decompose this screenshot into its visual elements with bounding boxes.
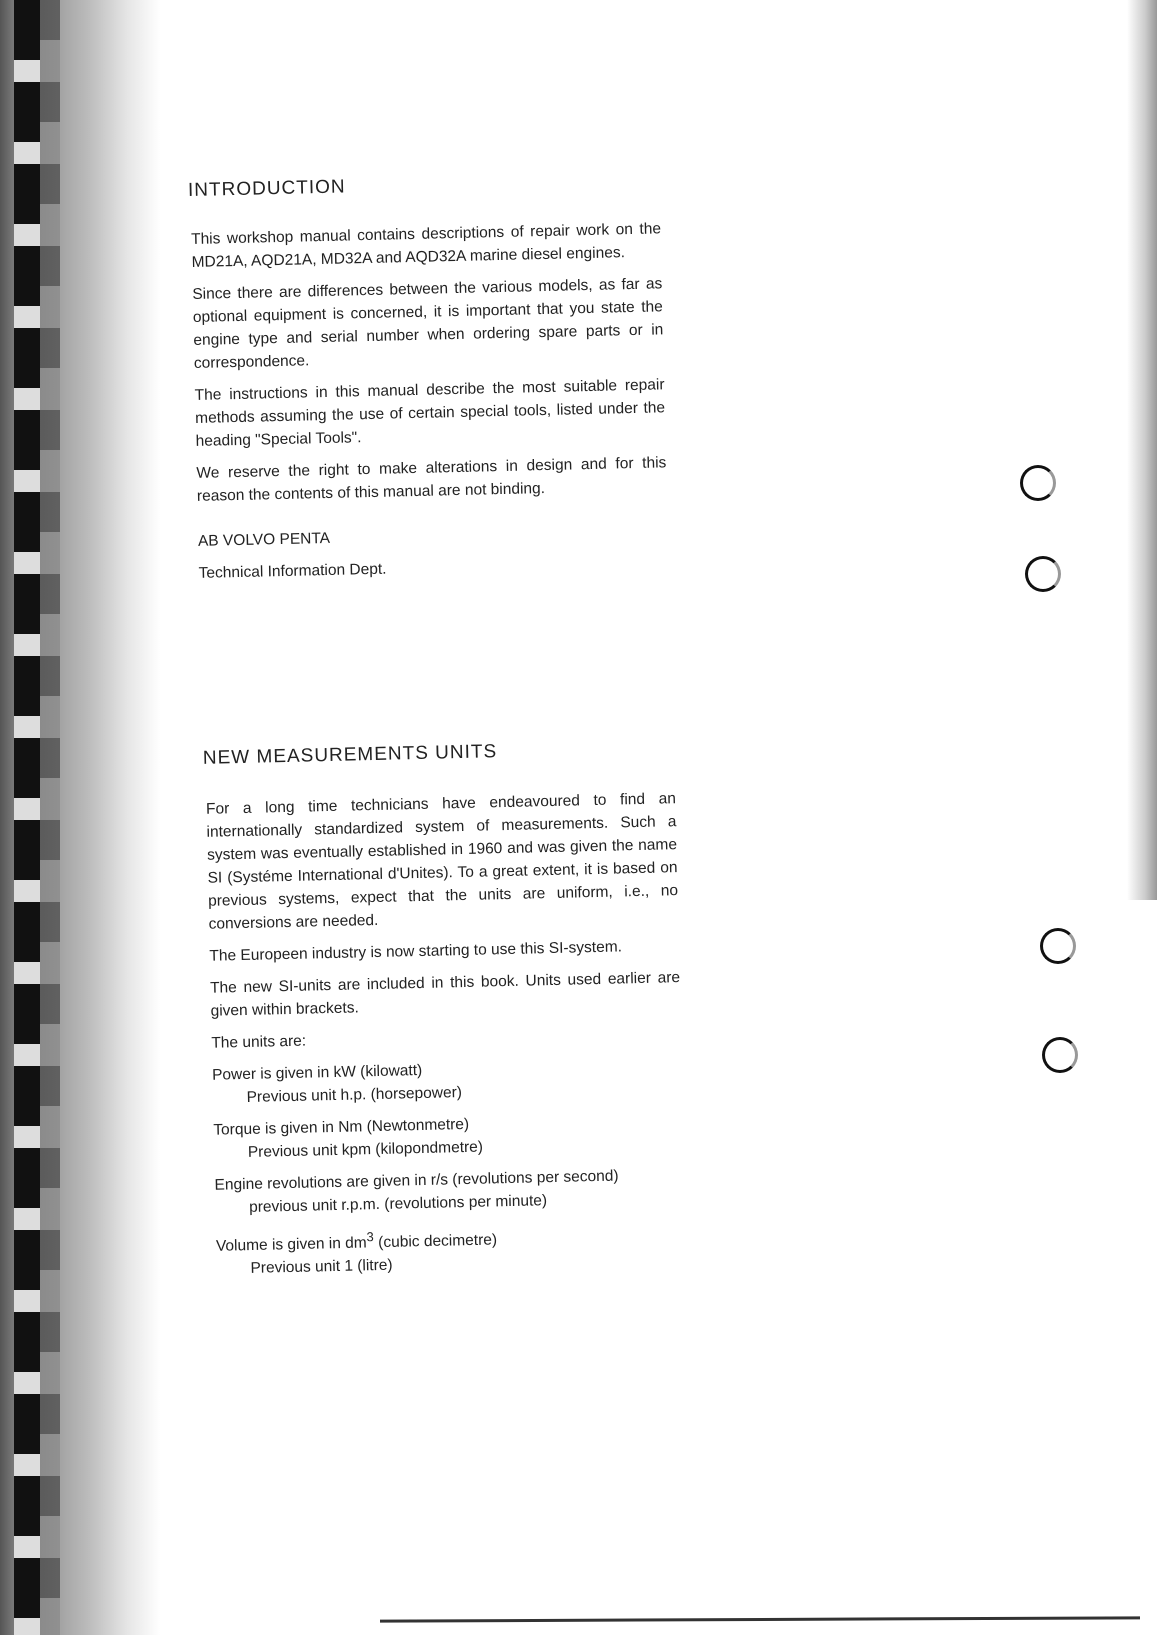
unit-text: Volume is given in dm <box>215 1234 367 1255</box>
paragraph: The new SI-units are included in this book. Units used earlier are given within brackets. <box>209 969 681 1020</box>
introduction-heading: INTRODUCTION <box>187 176 346 202</box>
units-body <box>206 787 687 1290</box>
unit-item: Engine revolutions are given in r/s (revolutions per second) <box>214 1167 619 1194</box>
unit-item: Torque is given in Nm (Newtonmetre) <box>213 1115 470 1139</box>
introduction-body <box>191 217 669 594</box>
unit-item: Power is given in kW (kilowatt) <box>211 1061 423 1084</box>
company-name: AB VOLVO PENTA <box>197 529 331 550</box>
paragraph: This workshop manual contains descriptions of repair work on the MD21A, AQD21A, MD32A and AQD32A marine diesel engines. <box>190 220 662 271</box>
paragraph: The units are: <box>211 1032 307 1052</box>
paragraph: The Europeen industry is now starting to use this SI-system. <box>209 938 623 965</box>
paragraph: Since there are differences between the various models, as far as optional equipment is concerned, it is important that you state the engine type and serial number when ordering spare parts or in correspondence. <box>192 275 664 372</box>
department-name: Technical Information Dept. <box>198 560 387 582</box>
unit-previous: previous unit r.p.m. (revolutions per minute) <box>248 1192 548 1216</box>
paragraph: For a long time technicians have endeavoured to find an internationally standardized system of measurements. Such a system was eventually established in 1960 and was given the name SI (Systéme International d'Unites). To a great extent, it is based on previous systems, expect that the units are uniform, i.e., no conversions are needed. <box>205 790 679 933</box>
units-heading: NEW MEASUREMENTS UNITS <box>202 741 498 769</box>
paragraph: We reserve the right to make alterations in design and for this reason the contents of this manual are not binding. <box>196 454 667 505</box>
unit-previous: Previous unit 1 (litre) <box>250 1256 393 1278</box>
unit-previous: Previous unit h.p. (horsepower) <box>246 1084 463 1106</box>
paragraph: The instructions in this manual describe the most suitable repair methods assuming the use of certain special tools, listed under the heading "Special Tools". <box>194 376 666 450</box>
unit-superscript: 3 <box>366 1229 374 1245</box>
unit-text: (cubic decimetre) <box>373 1231 498 1252</box>
unit-previous: Previous unit kpm (kilopondmetre) <box>247 1138 484 1161</box>
